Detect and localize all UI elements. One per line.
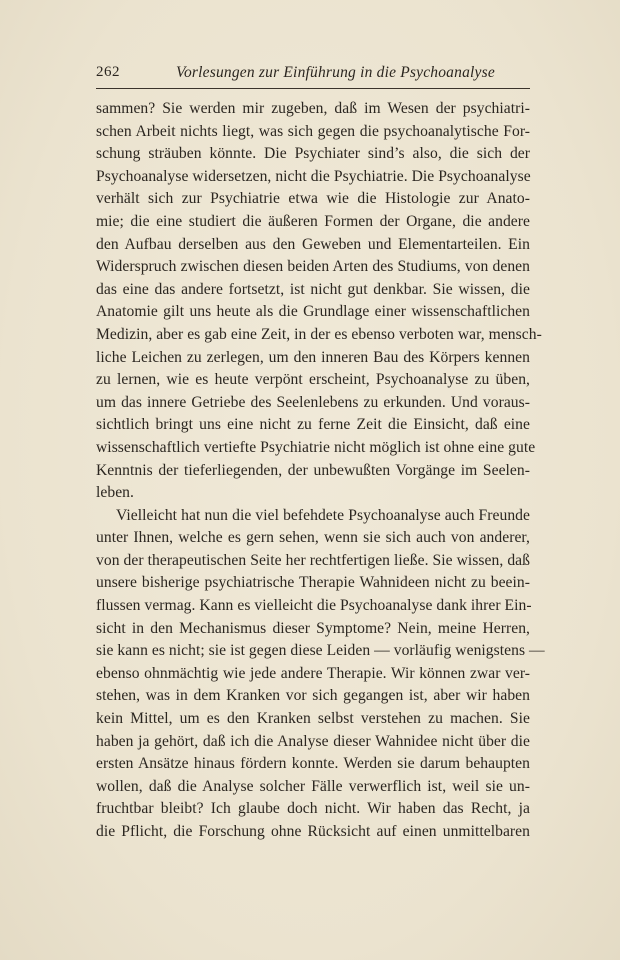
text-line: mie; die eine studiert die äußeren Formen der Organe, die andere	[96, 212, 530, 230]
text-line: ebenso ohnmächtig wie jede andere Therapie. Wir können zwar ver-	[96, 664, 530, 682]
text-line: schung sträuben könnte. Die Psychiater sind’s also, die sich der	[96, 145, 530, 163]
text-line: sicht in den Mechanismus dieser Symptome? Nein, meine Herren,	[96, 619, 530, 637]
text-line: unter Ihnen, welche es gern sehen, wenn sie sich auch von anderer,	[96, 529, 530, 547]
text-line: flussen vermag. Kann es vielleicht die Psychoanalyse dank ihrer Ein-	[96, 597, 532, 615]
text-line: zu lernen, wie es heute verpönt erscheint, Psychoanalyse zu üben,	[96, 371, 530, 389]
text-line: haben ja gehört, daß ich die Analyse dieser Wahnidee nicht über die	[96, 732, 530, 750]
text-line: sie kann es nicht; sie ist gegen diese Leiden — vorläufig wenigstens —	[96, 642, 545, 660]
page-number: 262	[96, 64, 120, 80]
text-line: Kenntnis der tieferliegenden, der unbewußten Vorgänge im Seelen-	[96, 461, 530, 479]
text-line: um das innere Getriebe des Seelenlebens zu erkunden. Und voraus-	[96, 393, 530, 411]
text-line: ersten Ansätze hinaus fördern konnte. Werden sie darum behaupten	[96, 755, 530, 773]
body-text	[96, 98, 545, 844]
text-line: sammen? Sie werden mir zugeben, daß im Wesen der psychiatri-	[96, 100, 530, 117]
text-line: Psychoanalyse widersetzen, nicht die Psychiatrie. Die Psychoanalyse	[96, 167, 531, 185]
text-line: Widerspruch zwischen diesen beiden Arten des Studiums, von denen	[96, 258, 530, 276]
paragraph-start-line: Vielleicht hat nun die viel befehdete Psychoanalyse auch Freunde	[116, 506, 530, 524]
running-title: Vorlesungen zur Einführung in die Psychoanalyse	[176, 64, 495, 81]
text-line: von der therapeutischen Seite her rechtfertigen ließe. Sie wissen, daß	[96, 551, 530, 569]
paragraph-end-line: leben.	[96, 484, 134, 502]
text-line: das eine das andere fortsetzt, ist nicht gut denkbar. Sie wissen, die	[96, 280, 530, 298]
text-line: kein Mittel, um es den Kranken selbst verstehen zu machen. Sie	[96, 710, 530, 728]
text-line: verhält sich zur Psychiatrie etwa wie die Histologie zur Anato-	[96, 190, 530, 208]
text-line: fruchtbar bleibt? Ich glaube doch nicht. Wir haben das Recht, ja	[96, 800, 530, 818]
text-line: Anatomie gilt uns heute als die Grundlage einer wissenschaftlichen	[96, 303, 530, 321]
text-line: stehen, was in dem Kranken vor sich gegangen ist, aber wir haben	[96, 687, 530, 705]
text-line: wissenschaftlich vertiefte Psychiatrie nicht möglich ist ohne eine gute	[96, 438, 536, 456]
text-line: liche Leichen zu zerlegen, um den inneren Bau des Körpers kennen	[96, 348, 530, 366]
text-line: wollen, daß die Analyse solcher Fälle verwerflich ist, weil sie un-	[96, 777, 530, 795]
text-line: den Aufbau derselben aus den Geweben und Elementarteilen. Ein	[96, 235, 530, 253]
text-line: schen Arbeit nichts liegt, was sich gegen die psychoanalytische For-	[96, 122, 530, 140]
text-line: sichtlich bringt uns eine nicht zu ferne Zeit die Einsicht, daß eine	[96, 416, 530, 434]
text-line: die Pflicht, die Forschung ohne Rücksicht auf einen unmittelbaren	[96, 823, 530, 840]
header-rule	[96, 88, 530, 89]
text-line: unsere bisherige psychiatrische Therapie Wahnideen nicht zu beein-	[96, 574, 530, 592]
running-head	[96, 64, 530, 86]
text-line: Medizin, aber es gab eine Zeit, in der es ebenso verboten war, mensch-	[96, 325, 542, 343]
